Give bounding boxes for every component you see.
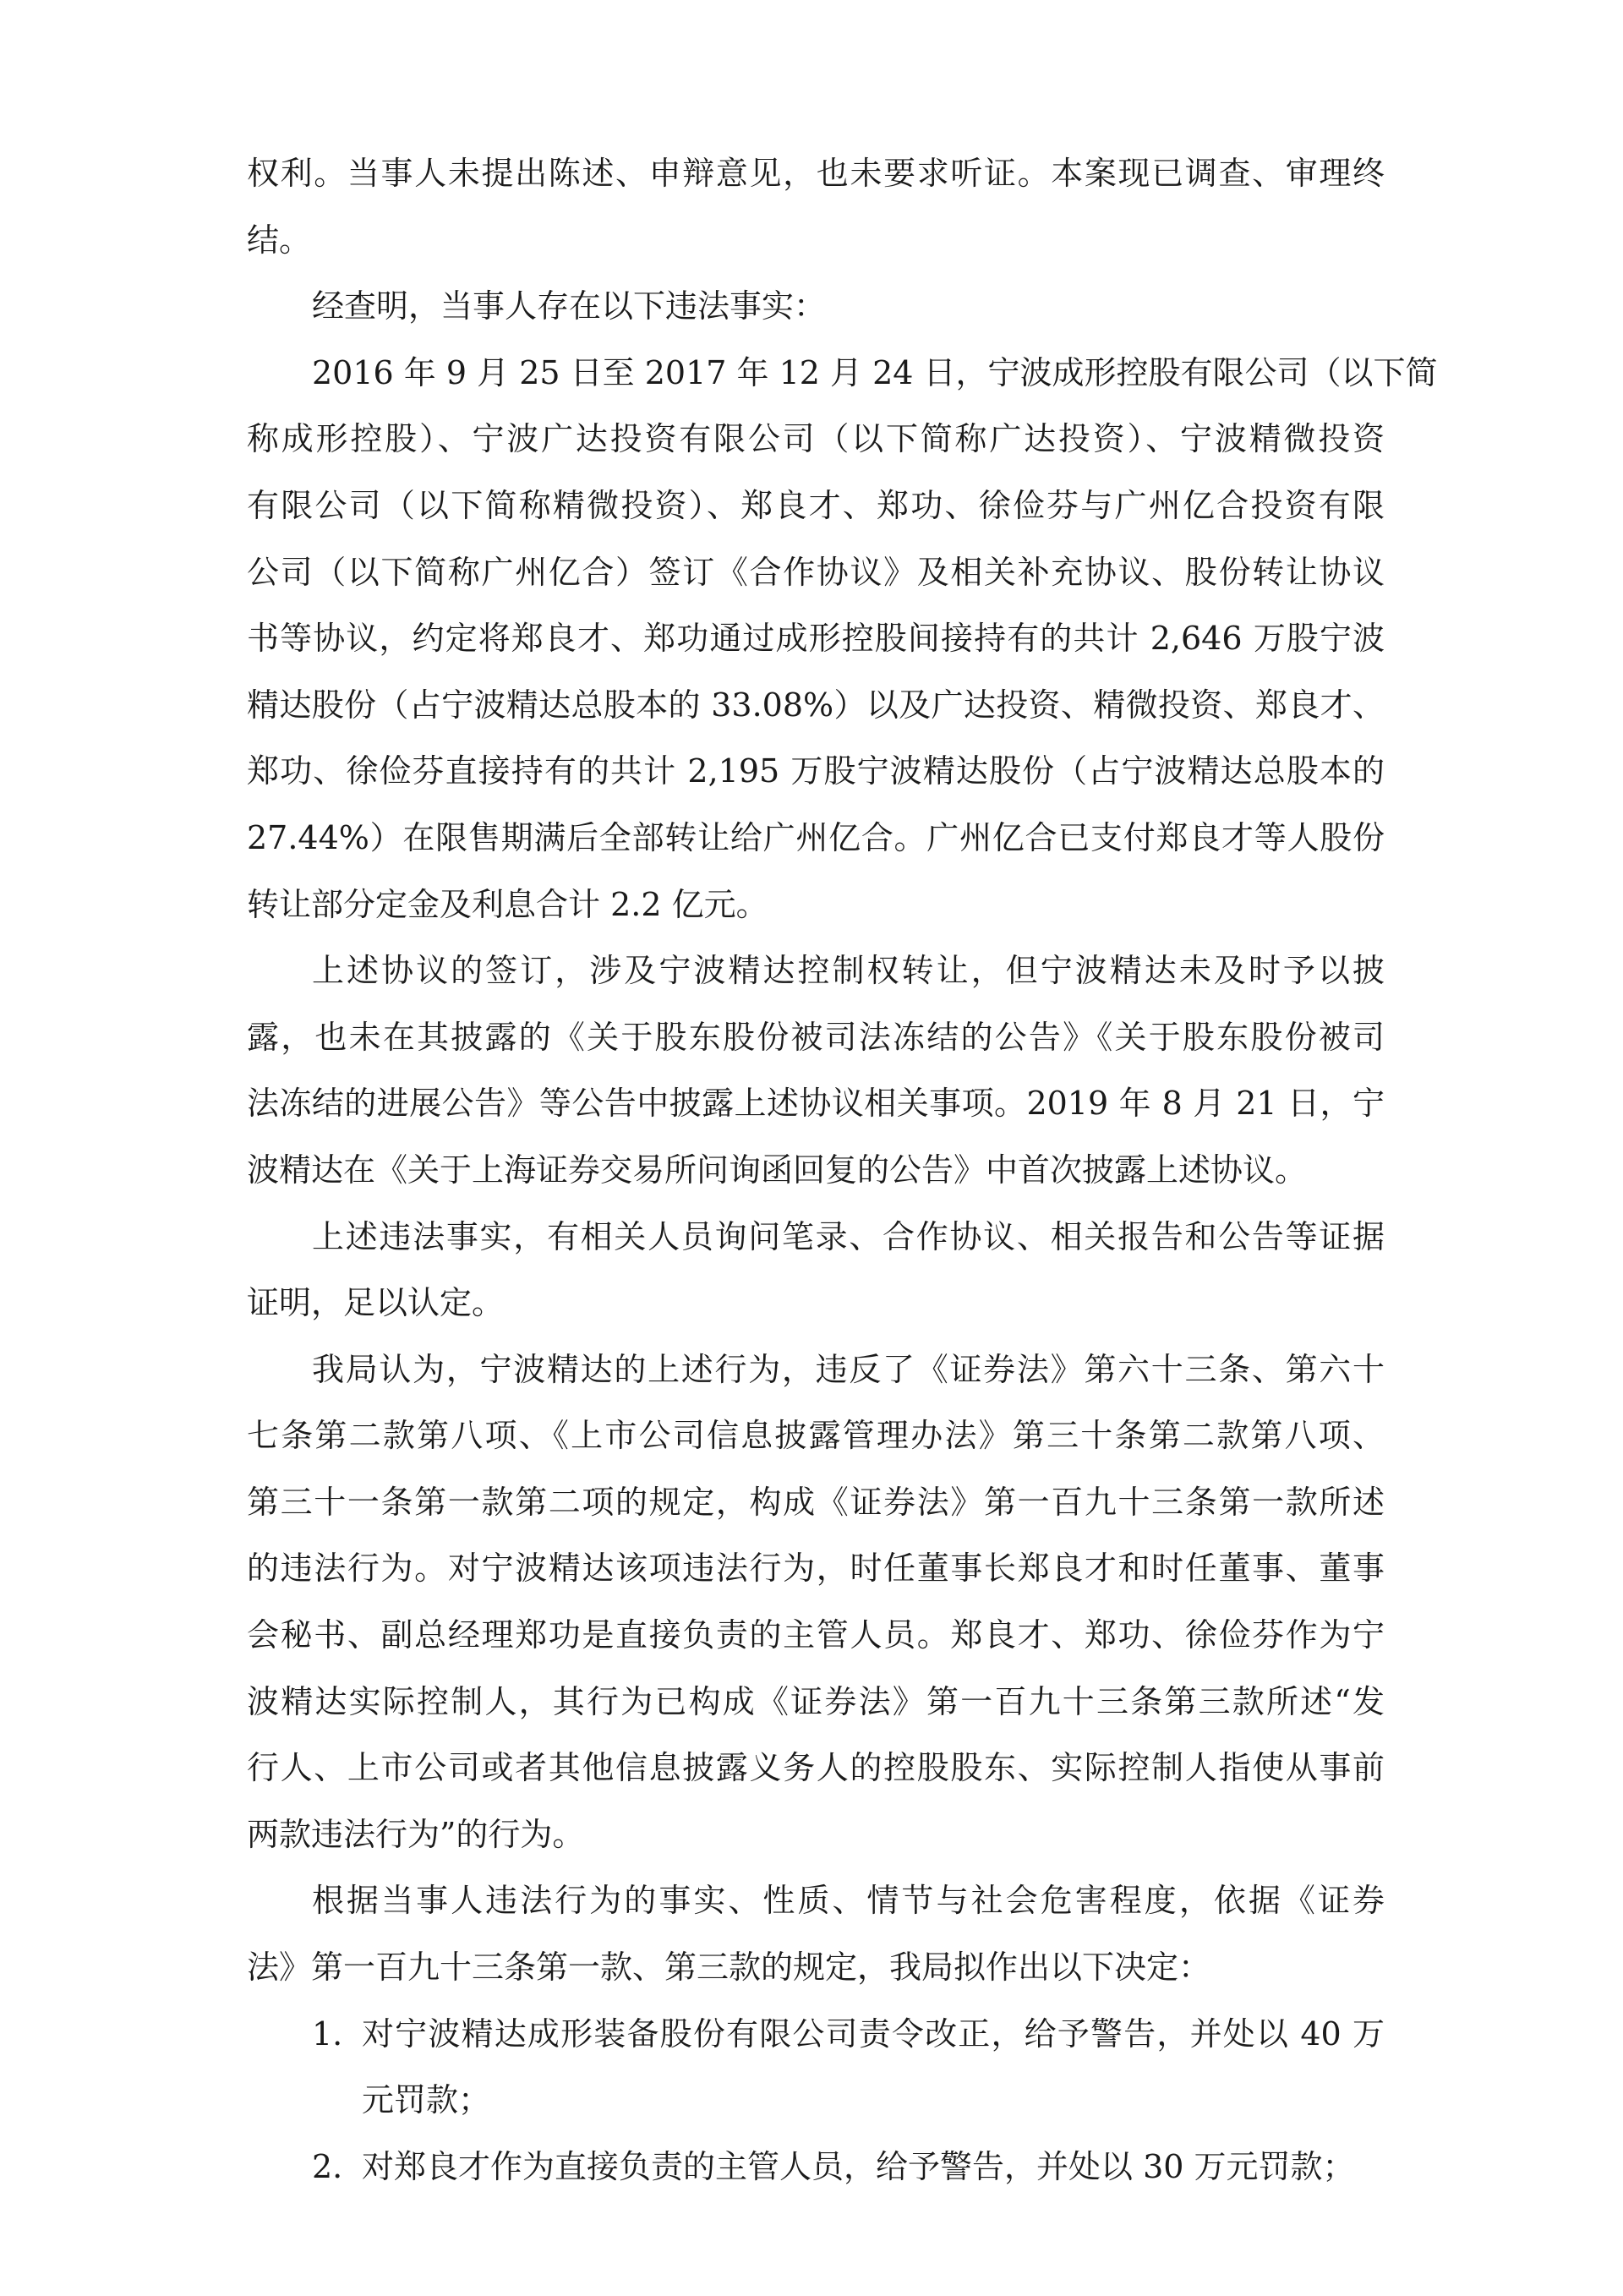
text-line: 波精达在《关于上海证券交易所问询函回复的公告》中首次披露上述协议。 — [247, 1151, 1308, 1189]
text-line: 两款违法行为”的行为。 — [247, 1815, 585, 1853]
text-line: 郑功、徐俭芬直接持有的共计 2,195 万股宁波精达股份（占宁波精达总股本的 — [247, 752, 1385, 790]
text-line: 上述协议的签订，涉及宁波精达控制权转让，但宁波精达未及时予以披 — [312, 952, 1385, 990]
document-page — [247, 140, 1438, 2200]
text-line: 我局认为，宁波精达的上述行为，违反了《证券法》第六十三条、第六十 — [312, 1350, 1385, 1388]
text-line: 根据当事人违法行为的事实、性质、情节与社会危害程度，依据《证券 — [312, 1882, 1385, 1920]
list-item-text: 元罚款； — [362, 2081, 491, 2119]
list-item — [247, 2001, 1385, 2134]
text-line: 会秘书、副总经理郑功是直接负责的主管人员。郑良才、郑功、徐俭芬作为宁 — [247, 1616, 1385, 1654]
text-line: 结。 — [247, 221, 312, 259]
paragraph — [247, 140, 1385, 273]
text-line: 转让部分定金及利息合计 2.2 亿元。 — [247, 885, 768, 923]
text-line: 露，也未在其披露的《关于股东股份被司法冻结的公告》《关于股东股份被司 — [247, 1018, 1385, 1056]
paragraph — [247, 273, 1385, 340]
text-line: 的违法行为。对宁波精达该项违法行为，时任董事长郑良才和时任董事、董事 — [247, 1550, 1385, 1588]
text-line: 经查明，当事人存在以下违法事实： — [312, 287, 827, 325]
text-line: 证明，足以认定。 — [247, 1284, 505, 1322]
text-line: 书等协议，约定将郑良才、郑功通过成形控股间接持有的共计 2,646 万股宁波 — [247, 620, 1385, 658]
list-item-line — [247, 2134, 1385, 2200]
text-line: 第三十一条第一款第二项的规定，构成《证券法》第一百九十三条第一款所述 — [247, 1483, 1385, 1521]
text-line: 2016 年 9 月 25 日至 2017 年 12 月 24 日，宁波成形控股有限公司（以下简 — [312, 353, 1438, 391]
paragraph — [247, 1204, 1385, 1337]
text-line: 27.44%）在限售期满后全部转让给广州亿合。广州亿合已支付郑良才等人股份 — [247, 818, 1385, 856]
text-line: 七条第二款第八项、《上市公司信息披露管理办法》第三十条第二款第八项、 — [247, 1417, 1385, 1455]
text-line: 行人、上市公司或者其他信息披露义务人的控股股东、实际控制人指使从事前 — [247, 1749, 1385, 1787]
list-item-line — [247, 2001, 1385, 2068]
text-line: 法》第一百九十三条第一款、第三款的规定，我局拟作出以下决定： — [247, 1949, 1211, 1987]
paragraph — [247, 1867, 1385, 2000]
text-line: 公司（以下简称广州亿合）签订《合作协议》及相关补充协议、股份转让协议 — [247, 553, 1385, 591]
list-item-number: 2. — [312, 2147, 343, 2185]
paragraph — [247, 1337, 1385, 1868]
list-item — [247, 2134, 1385, 2200]
paragraph — [247, 938, 1385, 1203]
list-item-number: 1. — [312, 2014, 343, 2053]
text-line: 权利。当事人未提出陈述、申辩意见，也未要求听证。本案现已调查、审理终 — [247, 155, 1385, 192]
text-line: 有限公司（以下简称精微投资）、郑良才、郑功、徐俭芬与广州亿合投资有限 — [247, 486, 1385, 524]
list-item-text: 对宁波精达成形装备股份有限公司责令改正，给予警告，并处以 40 万 — [362, 2014, 1385, 2053]
text-line: 精达股份（占宁波精达总股本的 33.08%）以及广达投资、精微投资、郑良才、 — [247, 686, 1385, 724]
paragraph — [247, 340, 1438, 938]
text-line: 波精达实际控制人，其行为已构成《证券法》第一百九十三条第三款所述“发 — [247, 1682, 1385, 1720]
list-item-text: 对郑良才作为直接负责的主管人员，给予警告，并处以 30 万元罚款； — [362, 2147, 1355, 2185]
text-line: 称成形控股）、宁波广达投资有限公司（以下简称广达投资）、宁波精微投资 — [247, 420, 1385, 458]
text-line: 法冻结的进展公告》等公告中披露上述协议相关事项。2019 年 8 月 21 日，宁 — [247, 1085, 1385, 1123]
text-line: 上述违法事实，有相关人员询问笔录、合作协议、相关报告和公告等证据 — [312, 1217, 1385, 1255]
